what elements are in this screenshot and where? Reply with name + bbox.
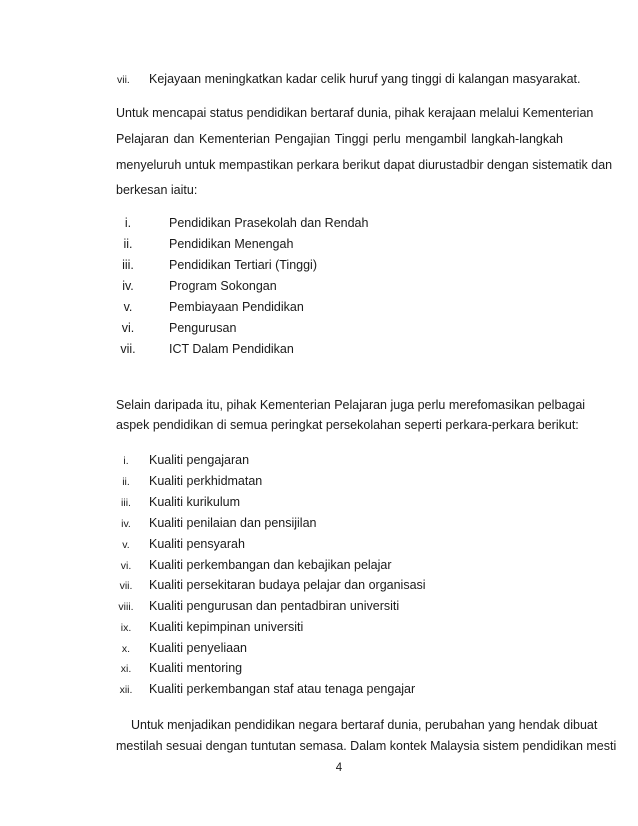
list-2-item: Kualiti perkembangan dan kebajikan pelajar — [149, 558, 392, 572]
list-2-item: Kualiti perkembangan staf atau tenaga pengajar — [149, 682, 416, 696]
paragraph-1-line: Untuk mencapai status pendidikan bertaraf dunia, pihak kerajaan melalui Kementerian — [116, 106, 594, 120]
list-2-numeral: xii. — [119, 684, 133, 696]
list-1-numeral: vi. — [121, 321, 135, 335]
list-2-item: Kualiti mentoring — [149, 661, 243, 675]
list-2-numeral: x. — [121, 643, 131, 655]
list-1-item: Pendidikan Tertiari (Tinggi) — [169, 258, 317, 272]
list-1-item: Pendidikan Prasekolah dan Rendah — [169, 216, 369, 230]
list-2-numeral: xi. — [120, 663, 132, 675]
paragraph-3-line: mestilah sesuai dengan tuntutan semasa. Dalam kontek Malaysia sistem pendidikan mesti — [116, 739, 617, 753]
list-1-numeral: i. — [124, 216, 132, 230]
page-number: 4 — [335, 762, 343, 774]
list-1-numeral: iv. — [122, 279, 134, 293]
top-item-numeral: vii. — [117, 74, 130, 86]
paragraph-1-line: berkesan iaitu: — [116, 183, 198, 197]
list-1-item: Pembiayaan Pendidikan — [169, 300, 304, 314]
list-2-numeral: viii. — [118, 601, 134, 613]
list-2-numeral: ix. — [120, 622, 132, 634]
list-1-item: Pengurusan — [169, 321, 237, 335]
list-2-item: Kualiti pengajaran — [149, 453, 250, 467]
list-1-numeral: vii. — [120, 342, 136, 356]
list-2-item: Kualiti pensyarah — [149, 537, 245, 551]
list-2-numeral: iii. — [121, 497, 131, 509]
list-2-numeral: i. — [123, 455, 129, 467]
list-1-item: Program Sokongan — [169, 279, 277, 293]
list-2-item: Kualiti penyeliaan — [149, 641, 247, 655]
list-2-numeral: iv. — [121, 518, 131, 530]
paragraph-2-line: aspek pendidikan di semua peringkat persekolahan seperti perkara-perkara berikut: — [116, 418, 579, 432]
paragraph-1-line: Pelajaran dan Kementerian Pengajian Tinggi perlu mengambil langkah-langkah — [116, 132, 563, 146]
top-item-text: Kejayaan meningkatkan kadar celik huruf yang tinggi di kalangan masyarakat. — [149, 72, 581, 86]
list-2-item: Kualiti persekitaran budaya pelajar dan organisasi — [149, 578, 426, 592]
list-1-numeral: ii. — [123, 237, 133, 251]
list-1-item: Pendidikan Menengah — [169, 237, 294, 251]
paragraph-3-line: Untuk menjadikan pendidikan negara bertaraf dunia, perubahan yang hendak dibuat — [131, 718, 598, 732]
list-2-item: Kualiti pengurusan dan pentadbiran universiti — [149, 599, 400, 613]
paragraph-2-line: Selain daripada itu, pihak Kementerian Pelajaran juga perlu merefomasikan pelbagai — [116, 398, 586, 412]
list-2-item: Kualiti penilaian dan pensijilan — [149, 516, 317, 530]
list-2-numeral: ii. — [122, 476, 130, 488]
list-2-numeral: vi. — [120, 560, 132, 572]
paragraph-1-line: menyeluruh untuk mempastikan perkara berikut dapat diurustadbir dengan sistematik dan — [116, 158, 613, 172]
list-1-numeral: v. — [123, 300, 133, 314]
list-2-item: Kualiti perkhidmatan — [149, 474, 263, 488]
list-2-numeral: v. — [122, 539, 130, 551]
list-1-item: ICT Dalam Pendidikan — [169, 342, 294, 356]
list-2-item: Kualiti kurikulum — [149, 495, 241, 509]
list-2-item: Kualiti kepimpinan universiti — [149, 620, 304, 634]
list-1-numeral: iii. — [122, 258, 134, 272]
list-2-numeral: vii. — [119, 580, 133, 592]
